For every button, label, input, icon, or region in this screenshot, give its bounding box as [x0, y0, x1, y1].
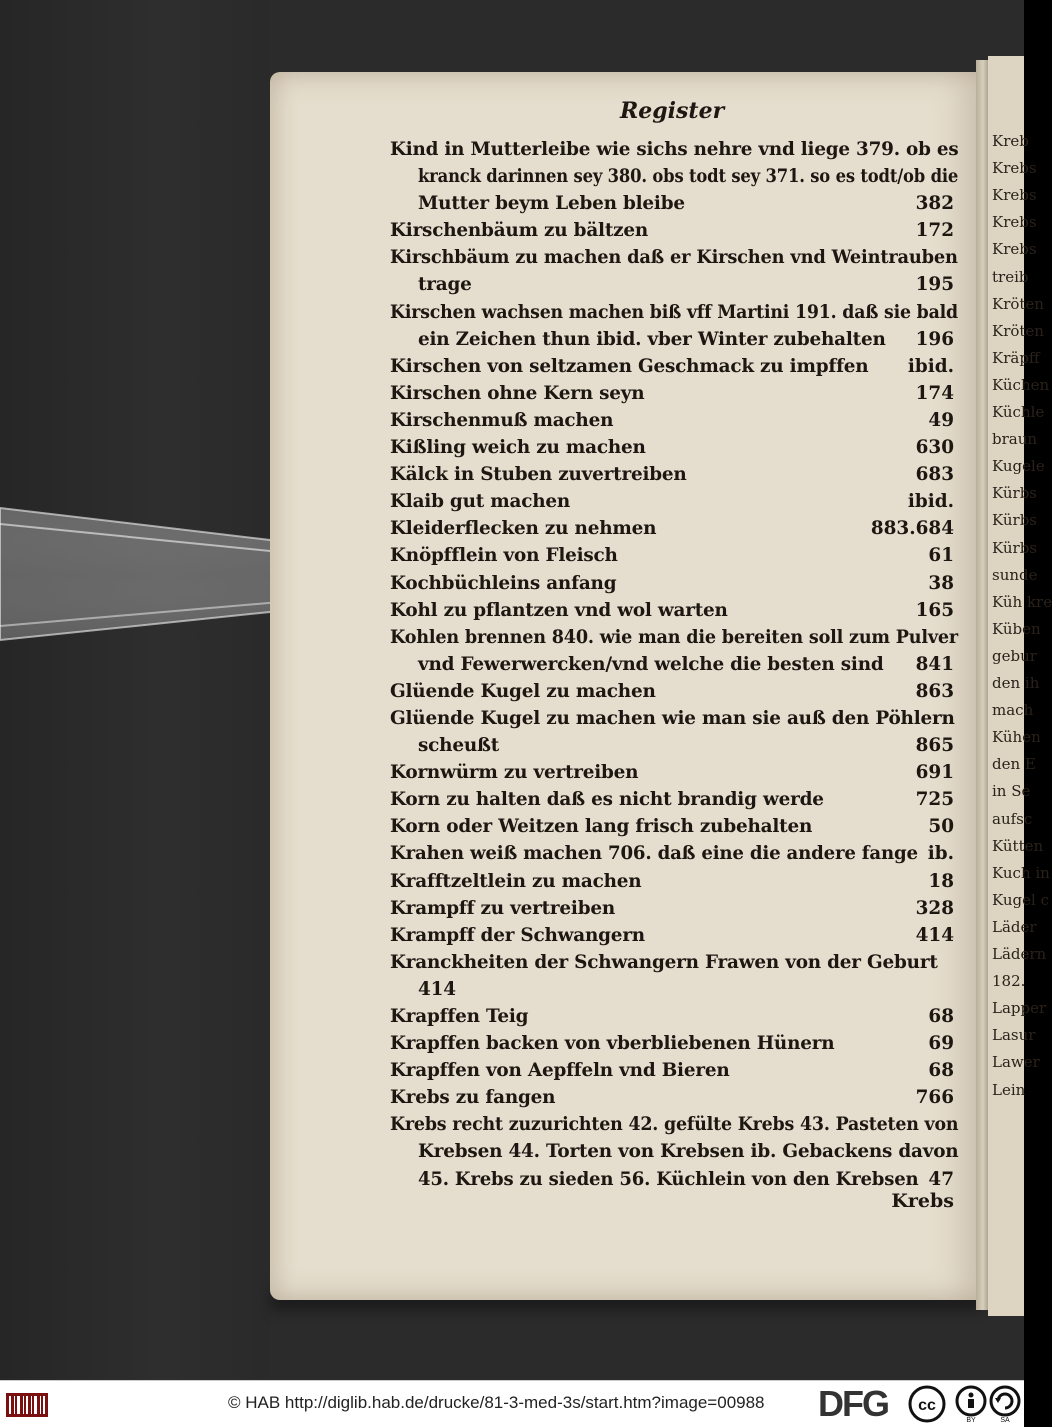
page-header: Register — [620, 98, 725, 124]
next-page-fragment: treib — [992, 267, 1029, 286]
next-page-fragment: gebur — [992, 646, 1037, 665]
dfg-logo: DFG — [818, 1383, 888, 1424]
catchword: Krebs — [891, 1190, 954, 1212]
entry-text: Kirschen von seltzamen Geschmack zu impffen — [390, 355, 869, 377]
register-line — [390, 570, 958, 597]
register-line — [390, 976, 958, 1003]
entry-text: vnd Fewerwercken/vnd welche die besten sind — [418, 653, 884, 675]
next-page-fragment: aufsc — [992, 809, 1033, 828]
next-page-edge — [988, 56, 1052, 1316]
register-line — [390, 461, 958, 488]
entry-text: Kohl zu pflantzen vnd wol warten — [390, 599, 728, 621]
entry-text: Krafftzeltlein zu machen — [390, 870, 642, 892]
entry-page-number: 165 — [915, 599, 954, 621]
entry-text: Mutter beym Leben bleibe — [418, 193, 685, 215]
register-line — [390, 868, 958, 895]
entry-page-number: ibid. — [907, 491, 954, 513]
next-page-fragment: Küh kre — [992, 592, 1052, 611]
entry-text: Kirschenbäum zu bältzen — [390, 220, 649, 242]
entry-text: Krapffen Teig — [390, 1006, 529, 1027]
entry-page-number: 195 — [915, 274, 954, 296]
next-page-fragment: den ih — [992, 674, 1040, 692]
next-page-fragment: Kröten — [992, 321, 1044, 340]
entry-page-number: 68 — [928, 1006, 954, 1027]
register-line — [390, 1138, 958, 1165]
entry-page-number: 865 — [915, 735, 954, 757]
entry-page-number: 414 — [915, 924, 954, 946]
entry-page-number: 47 — [928, 1168, 954, 1190]
entry-text: Kälck in Stuben zuvertreiben — [390, 464, 687, 486]
entry-text: Krebs zu fangen — [390, 1087, 556, 1109]
register-line — [390, 407, 958, 434]
next-page-fragment: braun — [992, 430, 1038, 449]
entry-text: Kißling weich zu machen — [390, 437, 646, 459]
register-line — [390, 759, 958, 786]
entry-text: Korn zu halten daß es nicht brandig werde — [390, 789, 824, 811]
register-line — [390, 813, 958, 840]
entry-text: Kornwürm zu vertreiben — [390, 762, 639, 784]
entry-text: Kohlen brennen 840. wie man die bereiten soll zum Pulver — [390, 626, 958, 648]
register-line — [390, 515, 958, 542]
next-page-fragment: sunde — [992, 565, 1038, 584]
next-page-fragment: Lasur — [992, 1026, 1036, 1045]
next-page-fragment: 182. — [992, 972, 1026, 991]
entry-text: ein Zeichen thun ibid. vber Winter zubehalten — [418, 328, 886, 350]
register-line — [390, 624, 958, 651]
entry-page-number: 683 — [915, 464, 954, 486]
register-line — [390, 163, 958, 190]
register-line — [390, 786, 958, 813]
entry-text: 414 — [418, 978, 456, 1000]
next-page-fragment: Krebs — [992, 213, 1037, 232]
sa-icon — [986, 1385, 1024, 1423]
register-line — [390, 840, 958, 867]
entry-page-number: 630 — [915, 437, 954, 459]
copyright-link[interactable]: © HAB http://diglib.hab.de/drucke/81-3-med-3s/start.htm?image=00988 — [228, 1393, 765, 1412]
next-page-fragment: mach — [992, 701, 1034, 720]
entry-page-number: 61 — [928, 545, 954, 567]
by-label: BY — [966, 1417, 976, 1424]
entry-page-number: 38 — [928, 572, 954, 594]
footer-bar — [0, 1380, 1024, 1427]
entry-text: Krampff zu vertreiben — [390, 897, 616, 919]
entry-page-number: 172 — [915, 220, 954, 242]
entry-page-number: ibid. — [907, 355, 954, 377]
next-page-fragment: den E — [992, 755, 1036, 774]
register-line — [390, 542, 958, 569]
entry-text: Glüende Kugel zu machen — [390, 680, 656, 702]
next-page-fragment: Krebs — [992, 240, 1037, 259]
entry-page-number: 863 — [915, 680, 954, 702]
next-page-fragment: Läder — [992, 917, 1037, 936]
entry-text: trage — [418, 274, 472, 296]
next-page-fragment: Kürbs — [992, 484, 1038, 503]
register-line — [390, 244, 958, 271]
register-line — [390, 434, 958, 461]
svg-text:cc: cc — [918, 1397, 936, 1414]
register-line — [390, 597, 958, 624]
register-line — [390, 299, 958, 326]
register-line — [390, 651, 958, 678]
entry-page-number: 174 — [915, 382, 954, 404]
entry-page-number: 691 — [915, 762, 954, 784]
entry-page-number: ib. — [927, 843, 954, 865]
next-page-fragment: Krebs — [992, 159, 1037, 178]
register-line — [390, 949, 958, 976]
register-line — [390, 1003, 958, 1030]
register-line — [390, 488, 958, 515]
next-page-fragment: Küchle — [992, 403, 1045, 421]
register-line — [390, 678, 958, 705]
entry-text: Knöpfflein von Fleisch — [390, 545, 618, 567]
cc-icon — [908, 1385, 946, 1423]
dark-background — [0, 0, 270, 1380]
entry-text: Glüende Kugel zu machen wie man sie auß den Pöhlern — [390, 707, 955, 729]
entry-page-number: 382 — [915, 193, 954, 215]
entry-page-number: 68 — [928, 1060, 954, 1082]
sa-label: SA — [1000, 1417, 1010, 1424]
register-line — [390, 353, 958, 380]
entry-text: Klaib gut machen — [390, 491, 571, 513]
entry-text: Kochbüchleins anfang — [390, 572, 617, 594]
register-line — [390, 1057, 958, 1084]
entry-text: Kirschbäum zu machen daß er Kirschen vnd Weintrauben — [390, 247, 958, 269]
register-line — [390, 190, 958, 217]
register-line — [390, 1084, 958, 1111]
register-line — [390, 380, 958, 407]
next-page-fragment: Krebs — [992, 186, 1037, 205]
next-page-fragment: Kürbs — [992, 538, 1038, 557]
entry-page-number: 49 — [928, 409, 954, 431]
next-page-fragment: Kröten — [992, 294, 1044, 313]
register-line — [390, 732, 958, 759]
next-page-fragment: Küchen — [992, 375, 1050, 394]
register-line — [390, 217, 958, 244]
entry-text: Kirschen ohne Kern seyn — [390, 382, 645, 404]
next-page-fragment: Kühen — [992, 728, 1041, 747]
entry-text: Kirschen wachsen machen biß vff Martini 191. daß sie bald — [390, 301, 958, 323]
register-line — [390, 326, 958, 353]
entry-text: Kleiderflecken zu nehmen — [390, 518, 657, 540]
next-page-fragment: Lein — [992, 1080, 1026, 1099]
next-page-fragment: Kuch in — [992, 863, 1050, 882]
register-line — [390, 1030, 958, 1057]
register-entries — [390, 136, 958, 1193]
next-page-fragment: Kugele — [992, 457, 1045, 476]
register-line — [390, 1111, 958, 1138]
register-line — [390, 136, 958, 163]
entry-text: Krampff der Schwangern — [390, 924, 645, 946]
next-page-fragment: Kütten — [992, 836, 1044, 855]
entry-page-number: 18 — [928, 870, 954, 892]
entry-text: Krebs recht zuzurichten 42. gefülte Krebs 43. Pasteten von — [390, 1114, 959, 1136]
entry-page-number: 328 — [915, 897, 954, 919]
entry-page-number: 766 — [915, 1087, 954, 1109]
next-page-fragment: Kreb — [992, 132, 1029, 150]
next-page-fragment: Kürbs — [992, 511, 1038, 530]
register-line — [390, 705, 958, 732]
next-page-fragment: Küben — [992, 619, 1041, 638]
entry-page-number: 69 — [928, 1033, 954, 1055]
entry-text: Krebsen 44. Torten von Krebsen ib. Gebackens davon — [418, 1141, 959, 1163]
next-page-fragment: Lädern — [992, 945, 1047, 963]
next-page-fragment: Lapper — [992, 999, 1047, 1018]
next-page-fragment: in Se — [992, 782, 1031, 801]
barcode-icon — [6, 1389, 48, 1419]
register-line — [390, 1166, 958, 1193]
register-line — [390, 895, 958, 922]
entry-text: Krapffen backen von vberbliebenen Hünern — [390, 1033, 835, 1055]
next-page-fragment: Kräpff — [992, 348, 1040, 367]
entry-text: Kirschenmuß machen — [390, 409, 614, 431]
register-line — [390, 271, 958, 298]
entry-page-number: 883.684 — [870, 518, 954, 540]
next-page-fragment: Lawer — [992, 1053, 1040, 1072]
register-line — [390, 922, 958, 949]
entry-text: kranck darinnen sey 380. obs todt sey 371. so es todt/ob die — [418, 166, 959, 188]
entry-text: Krahen weiß machen 706. daß eine die andere fange — [390, 843, 918, 865]
entry-text: Krapffen von Aepffeln vnd Bieren — [390, 1060, 730, 1082]
by-icon — [952, 1385, 990, 1423]
entry-page-number: 50 — [928, 816, 954, 838]
entry-page-number: 725 — [915, 789, 954, 811]
entry-page-number: 196 — [915, 328, 954, 350]
entry-page-number: 841 — [915, 653, 954, 675]
entry-text: Kind in Mutterleibe wie sichs nehre vnd liege 379. ob es — [390, 139, 959, 160]
entry-text: 45. Krebs zu sieden 56. Küchlein von den Krebsen — [418, 1168, 919, 1190]
next-page-fragment: Kugel c — [992, 890, 1049, 909]
entry-text: Kranckheiten der Schwangern Frawen von der Geburt — [390, 951, 938, 973]
entry-text: Korn oder Weitzen lang frisch zubehalten — [390, 816, 813, 838]
entry-text: scheußt — [418, 735, 500, 757]
